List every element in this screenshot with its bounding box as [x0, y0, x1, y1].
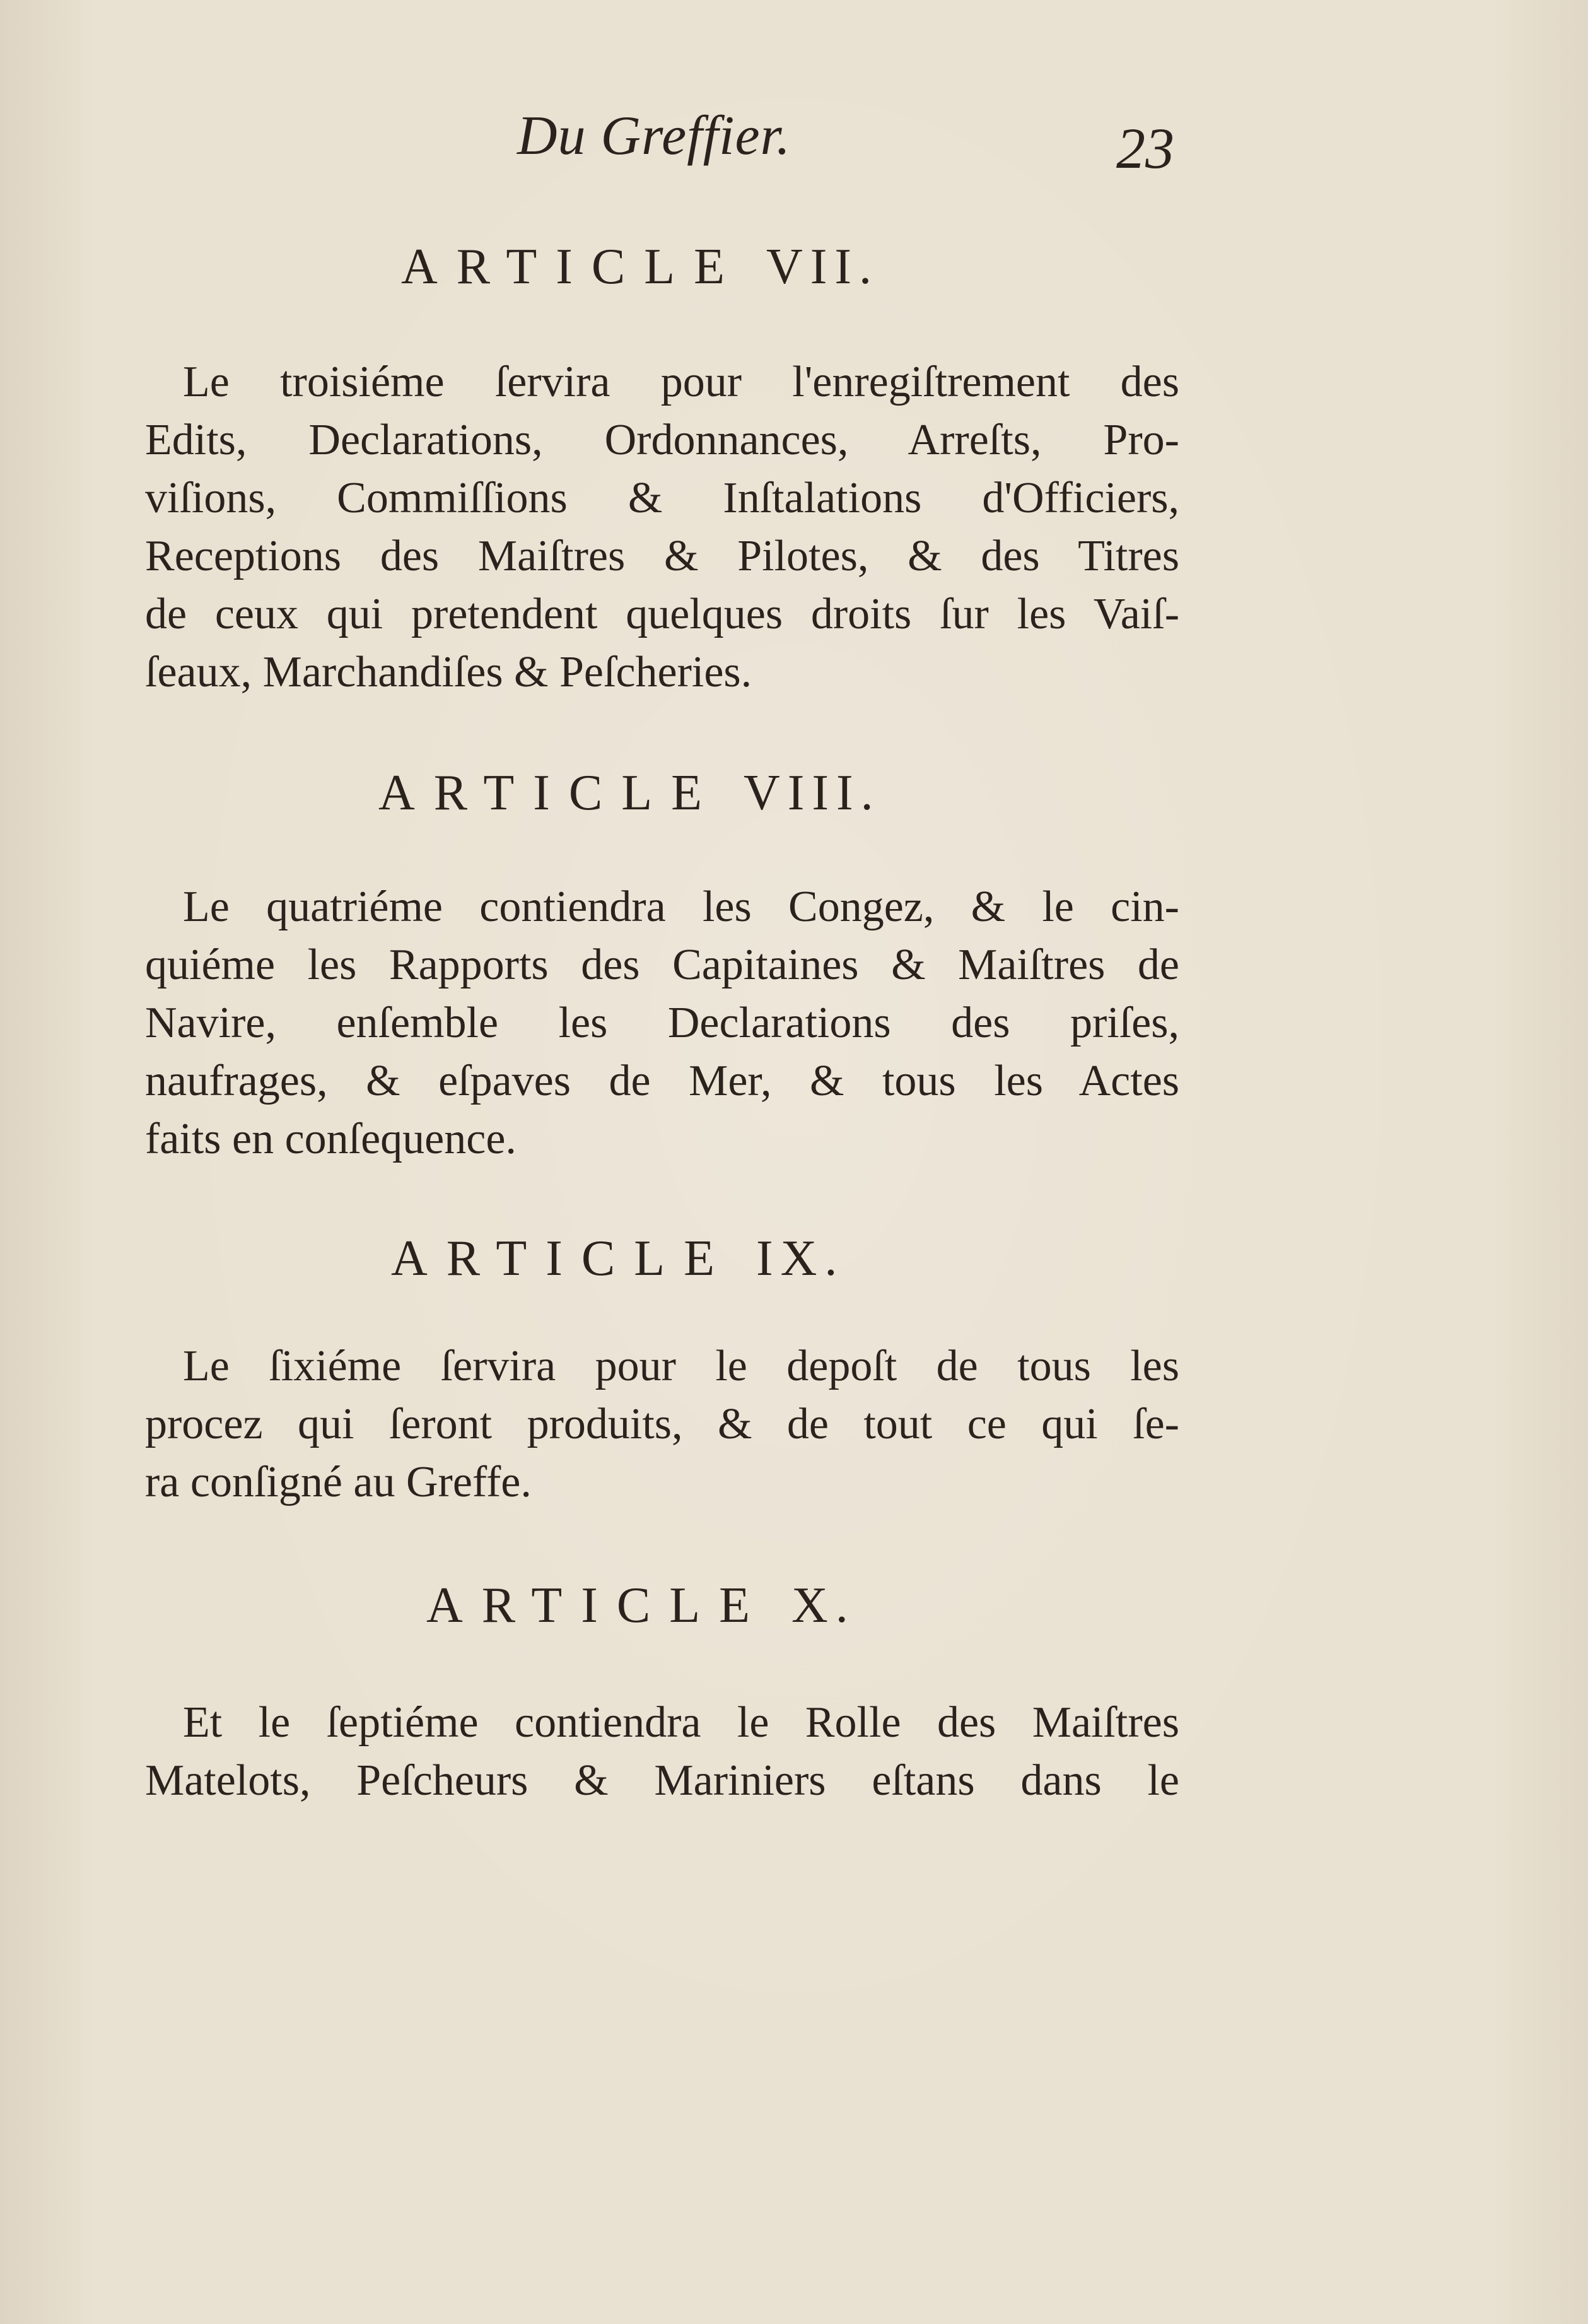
article-heading-label: ARTICLE [426, 1578, 769, 1633]
article-heading-label: ARTICLE [378, 765, 721, 821]
text-line: procez qui ſeront produits, & de tout ce qui ſe- [145, 1400, 1179, 1448]
article-heading-label: ARTICLE [391, 1231, 733, 1286]
article-heading-x [426, 1577, 856, 1634]
article-heading-label: ARTICLE [401, 239, 744, 295]
text-line: Et le ſeptiéme contiendra le Rolle des Maiſtres [183, 1698, 1179, 1747]
article-heading-viii [378, 765, 881, 822]
article-heading-vii [401, 238, 879, 296]
text-line: quiéme les Rapports des Capitaines & Maiſtres de [145, 941, 1179, 989]
text-line: viſions, Commiſſions & Inſtalations d'Officiers, [145, 474, 1179, 522]
text-line: Edits, Declarations, Ordonnances, Arreſts, Pro- [145, 416, 1179, 464]
text-line: Receptions des Maiſtres & Pilotes, & des Titres [145, 532, 1179, 580]
article-x-text [145, 1694, 1179, 1810]
text-line: naufrages, & eſpaves de Mer, & tous les Actes [145, 1057, 1179, 1105]
text-line: Le ſixiéme ſervira pour le depoſt de tous les [183, 1342, 1179, 1390]
article-heading-ix [391, 1230, 844, 1288]
article-heading-number: VII. [766, 239, 879, 295]
article-viii-text [145, 878, 1179, 1168]
article-heading-number: X. [791, 1578, 856, 1633]
text-line: ra conſigné au Greffe. [145, 1458, 532, 1506]
article-ix-text [145, 1337, 1179, 1511]
text-line: Le troisiéme ſervira pour l'enregiſtrement des [183, 358, 1179, 406]
article-heading-number: VIII. [743, 765, 881, 821]
text-line: faits en conſequence. [145, 1115, 517, 1163]
text-line: Le quatriéme contiendra les Congez, & le cin- [183, 883, 1179, 931]
running-header-title: Du Greffier. [517, 105, 791, 167]
text-line: Matelots, Peſcheurs & Mariniers eſtans dans le [145, 1756, 1179, 1805]
article-vii-text [145, 353, 1179, 701]
text-line: de ceux qui pretendent quelques droits ſur les Vaiſ- [145, 590, 1179, 638]
page-number: 23 [1116, 116, 1174, 180]
text-line: Navire, enſemble les Declarations des priſes, [145, 999, 1179, 1047]
text-line: ſeaux, Marchandiſes & Peſcheries. [145, 648, 752, 696]
article-heading-number: IX. [756, 1231, 845, 1286]
